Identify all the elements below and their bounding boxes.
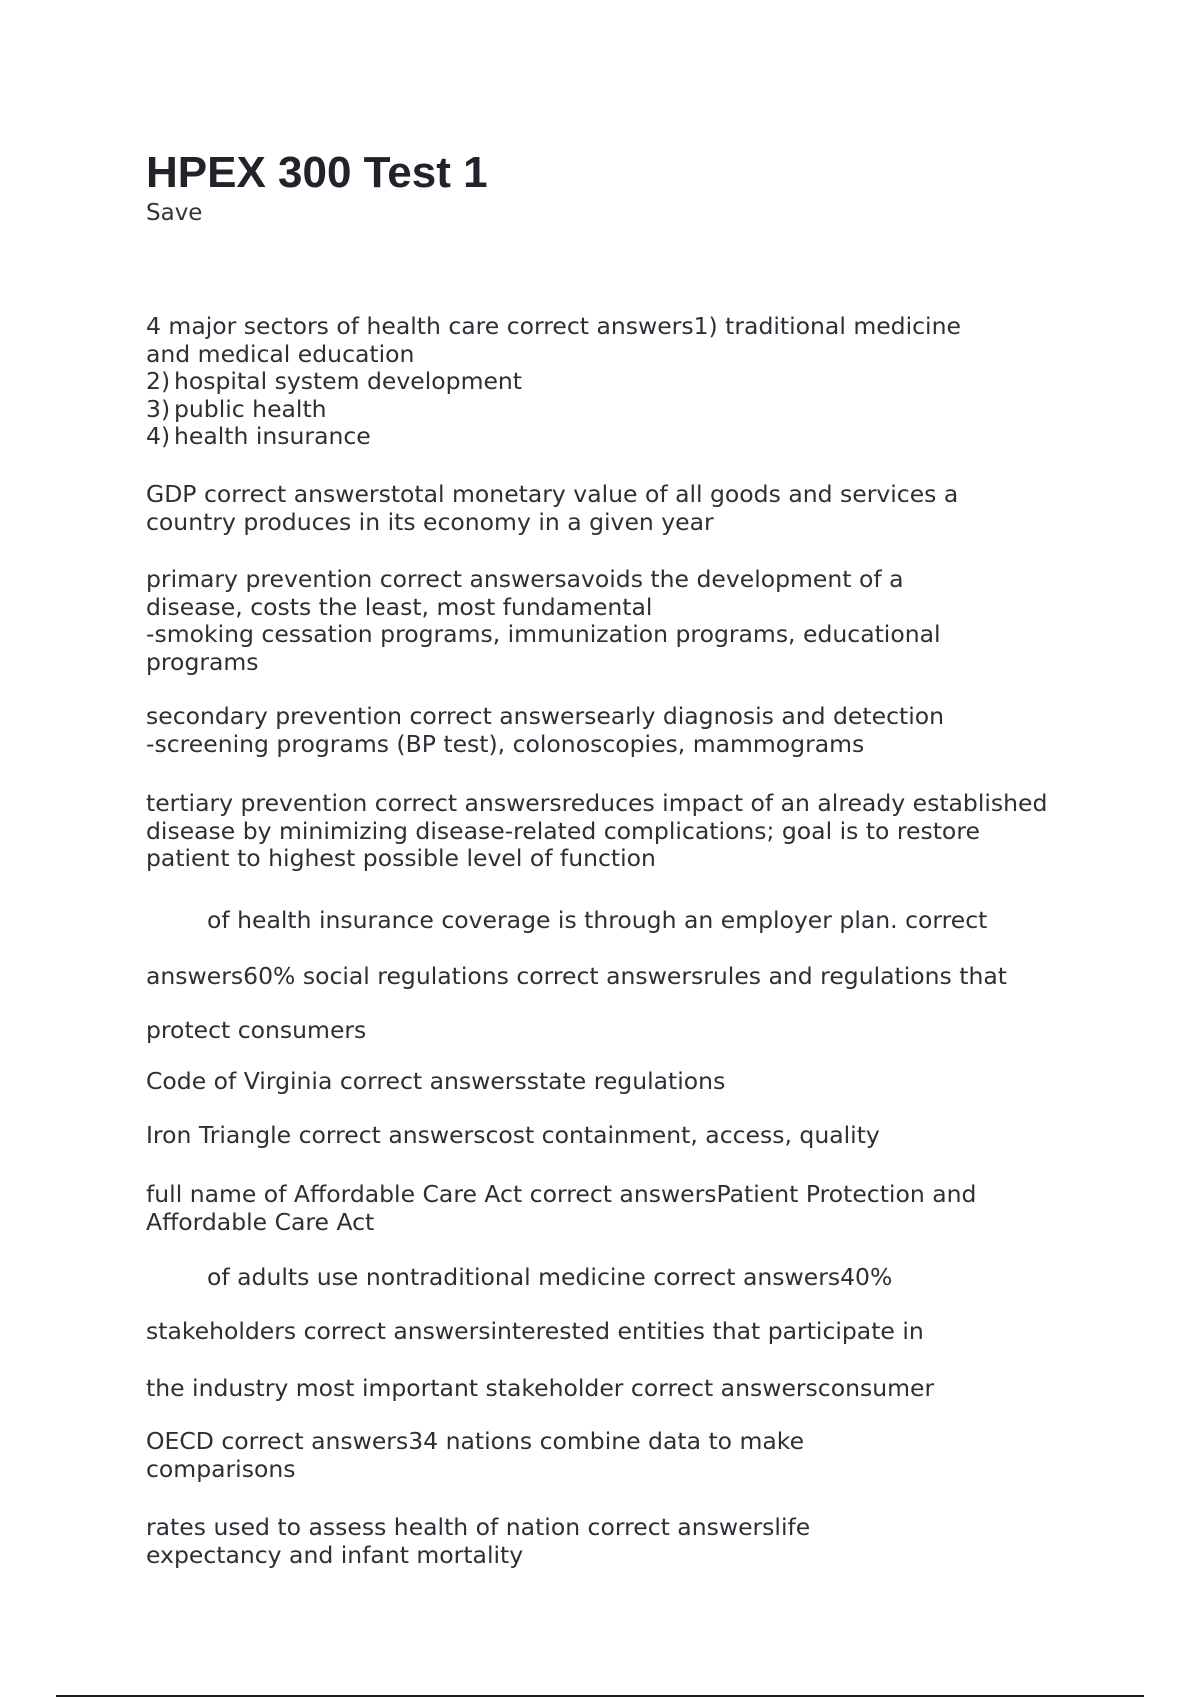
entry-employer-line1: of health insurance coverage is through an employer plan. correct — [207, 906, 988, 934]
entry-stakeholders-cont — [146, 1375, 1106, 1403]
entry-oecd-line1: OECD correct answers34 nations combine data to make — [146, 1427, 805, 1455]
list-item-number: 4) — [146, 422, 171, 450]
list-item-text: public health — [174, 394, 327, 423]
entry-gdp — [146, 481, 1106, 536]
entry-primary-line1: primary prevention correct answersavoids the development of a — [146, 565, 904, 593]
entry-aca-line2: Affordable Care Act — [146, 1207, 375, 1236]
entry-secondary-prevention — [146, 703, 1106, 758]
entry-social-regulations — [146, 963, 1106, 991]
entry-sectors — [146, 313, 1106, 451]
entry-stakeholders-line2: the industry most important stakeholder correct answersconsumer — [146, 1374, 935, 1402]
document-title: HPEX 300 Test 1 — [146, 148, 488, 197]
entry-iron-line1: Iron Triangle correct answerscost containment, access, quality — [146, 1121, 880, 1149]
entry-health-rates — [146, 1514, 1106, 1569]
list-item — [146, 368, 1106, 396]
entry-rates-line1: rates used to assess health of nation correct answerslife — [146, 1513, 811, 1541]
entry-code-of-virginia — [146, 1068, 1106, 1096]
entry-secondary-line1: secondary prevention correct answersearly diagnosis and detection — [146, 702, 945, 730]
entry-tertiary-line2: disease by minimizing disease-related complications; goal is to restore — [146, 816, 980, 845]
list-item-number: 2) — [146, 367, 171, 395]
list-item — [146, 423, 1106, 451]
entry-primary-line4: programs — [146, 647, 259, 676]
entry-oecd-line2: comparisons — [146, 1454, 296, 1483]
entry-primary-line3: -smoking cessation programs, immunization programs, educational — [146, 620, 941, 648]
entry-gdp-line2: country produces in its economy in a given year — [146, 507, 714, 536]
entry-social-line1: answers60% social regulations correct answersrules and regulations that — [146, 962, 1007, 990]
entry-sectors-line2: and medical education — [146, 339, 415, 368]
entry-tertiary-line3: patient to highest possible level of function — [146, 844, 656, 872]
entry-stakeholders — [146, 1318, 1106, 1346]
entry-stakeholders-line1: stakeholders correct answersinterested entities that participate in — [146, 1317, 924, 1345]
list-item-number: 3) — [146, 394, 171, 423]
entry-affordable-care-act — [146, 1181, 1106, 1236]
page-bottom-rule — [56, 1695, 1144, 1697]
entry-nontraditional-line1: of adults use nontraditional medicine correct answers40% — [207, 1263, 893, 1291]
entry-rates-line2: expectancy and infant mortality — [146, 1540, 524, 1569]
entry-oecd — [146, 1428, 1106, 1483]
entry-tertiary-prevention — [146, 790, 1106, 873]
entry-iron-triangle — [146, 1122, 1106, 1150]
entry-primary-line2: disease, costs the least, most fundamental — [146, 592, 653, 621]
entry-aca-line1: full name of Affordable Care Act correct answersPatient Protection and — [146, 1180, 977, 1208]
entry-employer-plan — [146, 907, 1167, 935]
entry-social-regulations-cont — [146, 1017, 1106, 1045]
entry-social-line2: protect consumers — [146, 1016, 367, 1044]
entry-sectors-line1: 4 major sectors of health care correct answers1) traditional medicine — [146, 312, 961, 340]
entry-primary-prevention — [146, 566, 1106, 676]
entry-secondary-line2: -screening programs (BP test), colonoscopies, mammograms — [146, 729, 865, 758]
entry-gdp-line1: GDP correct answerstotal monetary value of all goods and services a — [146, 480, 959, 508]
list-item — [146, 396, 1106, 424]
save-label[interactable]: Save — [146, 200, 203, 226]
entry-tertiary-line1: tertiary prevention correct answersreduces impact of an already established — [146, 789, 1048, 817]
list-item-text: health insurance — [174, 422, 371, 450]
entry-nontraditional-medicine — [146, 1264, 1167, 1292]
entry-virginia-line1: Code of Virginia correct answersstate regulations — [146, 1067, 726, 1095]
list-item-text: hospital system development — [174, 367, 523, 395]
